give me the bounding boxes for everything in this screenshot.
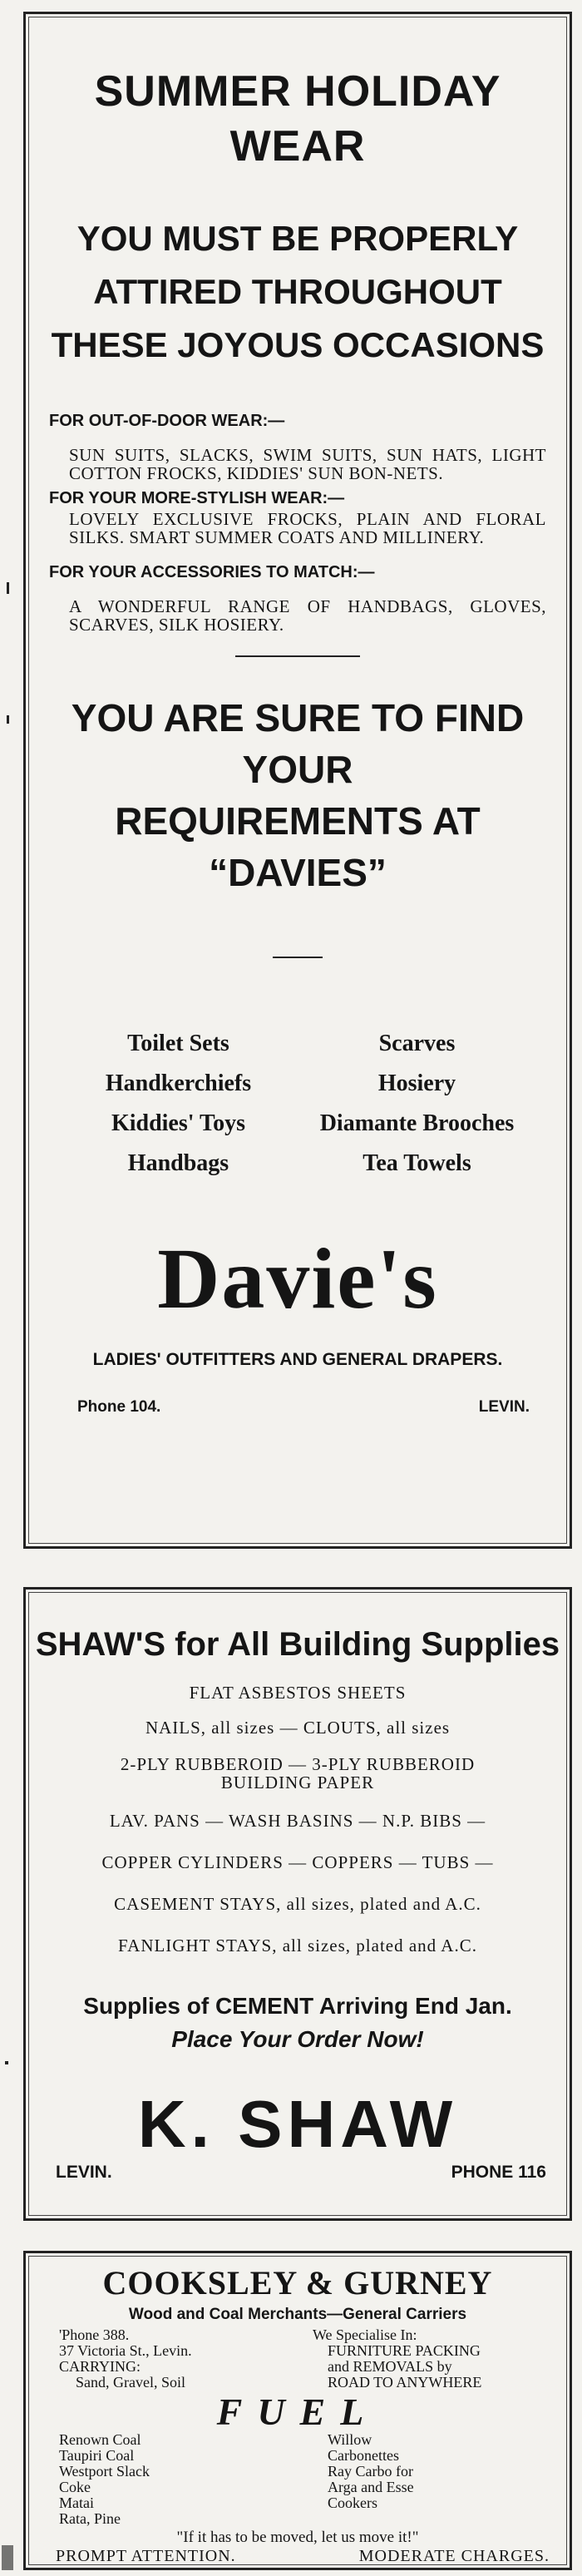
section-body: LOVELY EXCLUSIVE FROCKS, PLAIN AND FLORAL SILKS. SMART SUMMER COATS AND MILLINERY. <box>69 509 546 547</box>
shaw-item: NAILS, all sizes — CLOUTS, all sizes <box>145 1718 451 1738</box>
cg-info-line: Sand, Gravel, Soil <box>76 2374 185 2391</box>
subheadline-line-2: ATTIRED THROUGHOUT <box>93 272 502 311</box>
davies-town: LEVIN. <box>478 1398 530 1416</box>
cg-info-line: and REMOVALS by <box>328 2358 452 2375</box>
find-line-2: REQUIREMENTS AT <box>115 799 481 843</box>
ink-mark <box>2 2545 13 2570</box>
cg-footer-right: MODERATE CHARGES. <box>358 2547 550 2565</box>
cg-fuel-item: Arga and Esse <box>328 2479 414 2495</box>
cg-fuel-item: Carbonettes <box>328 2447 399 2464</box>
cg-fuel-right <box>281 2432 550 2527</box>
divider-rule <box>235 655 360 657</box>
cg-info-line: 37 Victoria St., Levin. <box>59 2342 192 2359</box>
product-item: Scarves <box>378 1031 456 1056</box>
subheadline-line-1: YOU MUST BE PROPERLY <box>76 219 519 258</box>
headline-line-2: WEAR <box>229 122 366 171</box>
cg-info-line: CARRYING: <box>59 2358 141 2375</box>
product-item: Handkerchiefs <box>105 1070 252 1096</box>
cg-right-info <box>296 2327 550 2391</box>
davies-find-headline <box>26 692 570 898</box>
cg-fuel-item: Cookers <box>328 2494 377 2511</box>
cg-fuel-item: Matai <box>59 2494 94 2511</box>
davies-footer <box>77 1398 530 1417</box>
cg-footer-left: PROMPT ATTENTION. <box>56 2547 236 2565</box>
product-item: Diamante Brooches <box>319 1110 515 1136</box>
product-item: Handbags <box>127 1150 229 1176</box>
shaw-item: BUILDING PAPER <box>220 1773 375 1792</box>
cg-fuel-item: Willow <box>328 2431 372 2448</box>
shaw-item: FANLIGHT STAYS, all sizes, plated and A.C. <box>118 1936 477 1955</box>
shaw-town: LEVIN. <box>56 2163 112 2182</box>
shaw-item: LAV. PANS — WASH BASINS — N.P. BIBS — <box>109 1811 486 1831</box>
product-list <box>59 1028 536 1179</box>
shaw-footer <box>56 2163 546 2183</box>
subheadline-line-3: THESE JOYOUS OCCASIONS <box>51 325 545 364</box>
cg-fuel-item: Rata, Pine <box>59 2510 121 2527</box>
ink-mark <box>7 715 9 724</box>
cg-info-line: ROAD TO ANYWHERE <box>328 2374 482 2391</box>
cg-fuel-item: Westport Slack <box>59 2463 150 2480</box>
cg-info-line: We Specialise In: <box>313 2326 417 2343</box>
shaw-advertisement <box>23 1587 572 2221</box>
cg-fuel-heading: FUEL <box>216 2391 379 2433</box>
section-outdoor <box>26 412 570 482</box>
product-item: Toilet Sets <box>127 1031 229 1056</box>
ink-mark <box>7 582 9 594</box>
davies-subheadline <box>26 212 570 372</box>
short-divider-rule <box>273 957 323 958</box>
cg-fuel-item: Ray Carbo for <box>328 2463 413 2480</box>
cg-slogan: "If it has to be moved, let us move it!" <box>176 2529 419 2546</box>
shaw-phone: PHONE 116 <box>451 2163 546 2182</box>
cg-left-info <box>59 2327 296 2391</box>
section-accessories <box>26 563 570 634</box>
cg-subtitle: Wood and Coal Merchants—General Carriers <box>128 2306 467 2323</box>
davies-brand: Davie's <box>157 1231 438 1327</box>
shaw-item: FLAT ASBESTOS SHEETS <box>189 1683 407 1703</box>
section-heading: FOR OUT-OF-DOOR WEAR:— <box>49 412 285 430</box>
davies-tagline: LADIES' OUTFITTERS AND GENERAL DRAPERS. <box>92 1350 503 1369</box>
davies-advertisement <box>23 12 572 1549</box>
cg-fuel-item: Coke <box>59 2479 91 2495</box>
davies-headline <box>26 64 570 174</box>
find-line-1: YOU ARE SURE TO FIND YOUR <box>71 696 525 791</box>
section-heading: FOR YOUR ACCESSORIES TO MATCH:— <box>49 563 375 581</box>
cg-footer <box>56 2547 550 2566</box>
davies-phone: Phone 104. <box>77 1398 161 1416</box>
find-line-3: “DAVIES” <box>209 851 387 894</box>
cg-fuel-item: Renown Coal <box>59 2431 141 2448</box>
cg-fuel-item: Taupiri Coal <box>59 2447 135 2464</box>
section-heading: FOR YOUR MORE-STYLISH WEAR:— <box>49 489 345 507</box>
section-stylish <box>26 489 570 546</box>
shaw-item: COPPER CYLINDERS — COPPERS — TUBS — <box>101 1852 494 1872</box>
cg-headline: COOKSLEY & GURNEY <box>102 2264 493 2302</box>
cooksley-gurney-advertisement <box>23 2251 572 2570</box>
section-body: A WONDERFUL RANGE OF HANDBAGS, GLOVES, SCARVES, SILK HOSIERY. <box>69 596 546 635</box>
cg-fuel-left <box>59 2432 281 2527</box>
ink-mark <box>5 2061 8 2064</box>
cg-info-line: FURNITURE PACKING <box>328 2342 481 2359</box>
section-body: SUN SUITS, SLACKS, SWIM SUITS, SUN HATS, LIGHT COTTON FROCKS, KIDDIES' SUN BON-NETS. <box>69 445 546 483</box>
shaw-supplies-notice: Supplies of CEMENT Arriving End Jan. <box>83 1993 512 2019</box>
cg-info-columns <box>59 2327 550 2391</box>
shaw-headline: SHAW'S for All Building Supplies <box>35 1626 560 1663</box>
headline-line-1: SUMMER HOLIDAY <box>94 67 501 116</box>
product-item: Hosiery <box>377 1070 456 1096</box>
shaw-place-order: Place Your Order Now! <box>171 2026 424 2052</box>
cg-info-line: 'Phone 388. <box>59 2326 130 2343</box>
shaw-item: CASEMENT STAYS, all sizes, plated and A.C. <box>114 1894 481 1914</box>
cg-fuel-columns <box>59 2432 550 2527</box>
shaw-item: 2-PLY RUBBEROID — 3-PLY RUBBEROID <box>120 1754 476 1774</box>
product-item: Kiddies' Toys <box>111 1110 246 1136</box>
shaw-brand: K. SHAW <box>137 2087 458 2161</box>
product-item: Tea Towels <box>363 1150 471 1176</box>
